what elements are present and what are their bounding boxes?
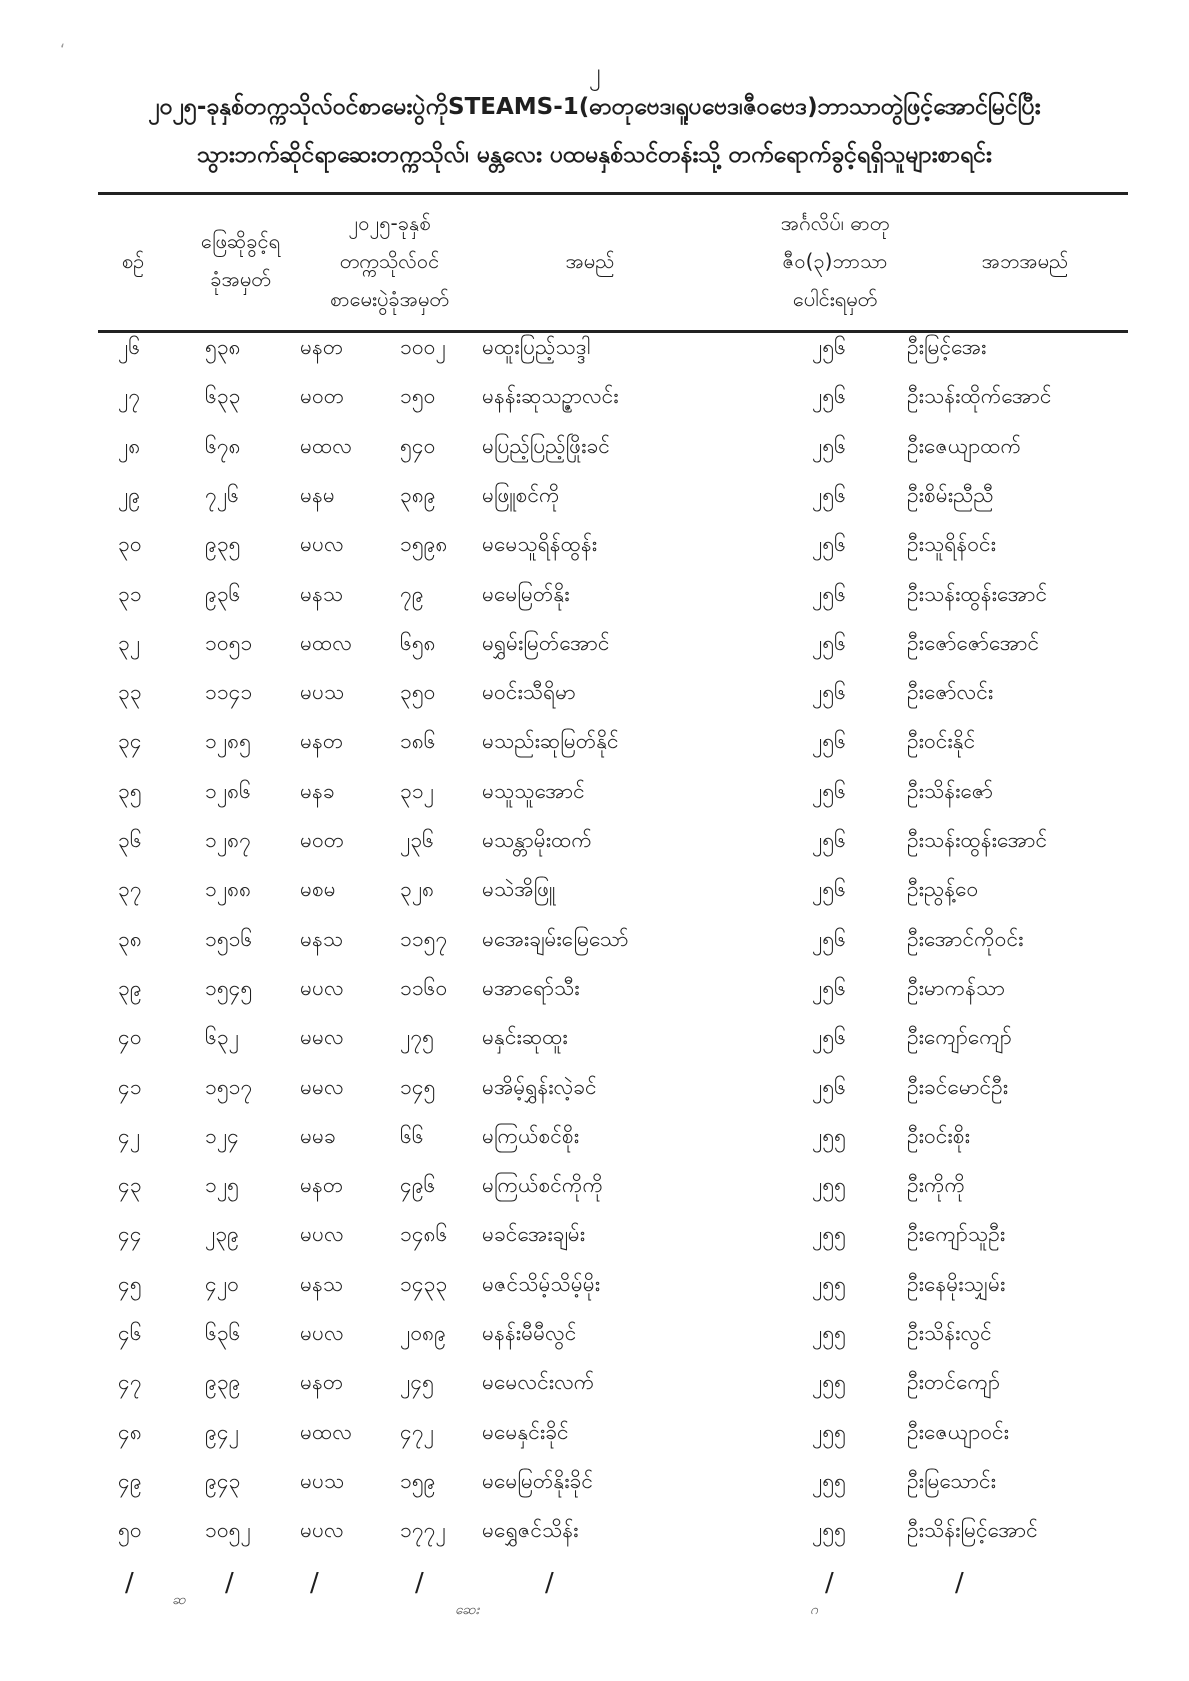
total-marks: ၂၅၆ (812, 384, 846, 408)
exam-number: ၄၇၂ (400, 1420, 434, 1444)
father-name: ဦးခင်မောင်ဦး (907, 1075, 1009, 1099)
header-marks-line-2: ဇီဝ(၃)ဘာသာ (782, 249, 888, 273)
document-title-line-2: သွားဘက်ဆိုင်ရာဆေးတက္ကသိုလ်၊ မန္တလေး ပထမနှစ်သင်တန်းသို့ တက်ရောက်ခွင့်ရရှိသူများစာရင်း (197, 142, 992, 168)
father-name: ဦးဝင်းစိုး (907, 1124, 970, 1148)
father-name: ဦးမာကန်သာ (907, 976, 1005, 1000)
exam-code: မနတ (300, 1173, 344, 1197)
father-name: ဦးဇော်ဇော်အောင် (907, 631, 1040, 655)
row-number: ၃၀ (118, 532, 142, 556)
row-number: ၃၁ (118, 582, 142, 606)
exam-code: မထလ (300, 1420, 352, 1444)
total-marks: ၂၅၅ (812, 1370, 846, 1394)
student-name: မနန်းဆုသဉ္ဇာလင်း (482, 384, 619, 408)
exam-code: မနမ (300, 483, 335, 507)
roll-number: ၉၃၆ (205, 582, 241, 606)
exam-code: မနတ (300, 335, 344, 359)
exam-number: ၂၃၆ (400, 828, 434, 852)
row-number: ၃၈ (118, 927, 142, 951)
father-name: ဦးမြသောင်း (907, 1469, 997, 1493)
header-exam-line-2: တက္ကသိုလ်ဝင် (339, 249, 440, 273)
row-number: ၃၆ (118, 828, 142, 852)
total-marks: ၂၅၆ (812, 877, 846, 901)
exam-code: မပသ (300, 680, 345, 704)
exam-code: မပလ (300, 976, 344, 1000)
student-name: မအိမ့်ရွှန်းလဲ့ခင် (482, 1075, 597, 1099)
roll-number: ၄၂၀ (205, 1272, 239, 1296)
row-number: ၂၆ (118, 335, 141, 359)
father-name: ဦးကိုကို (907, 1173, 966, 1197)
roll-number: ၁၂၈၈ (205, 877, 252, 901)
father-name: ဦးညွန့်ဝေ (907, 877, 979, 901)
student-name: မကြယ်စင်စိုး (482, 1124, 580, 1148)
ditto-mark: / (825, 1568, 834, 1598)
header-no: စဉ် (121, 249, 145, 273)
exam-code: မပလ (300, 1321, 344, 1345)
total-marks: ၂၅၆ (812, 976, 846, 1000)
student-name: မသဲအိဖြူ (482, 877, 556, 901)
exam-code: မနသ (300, 582, 344, 606)
exam-number: ၇၉ (400, 582, 424, 606)
handwritten-initial: ဆေး (455, 1602, 480, 1618)
student-name: မအာရော်သီး (482, 976, 580, 1000)
student-name: မကြယ်စင်ကိုကို (482, 1173, 604, 1197)
exam-number: ၁၁၆၀ (400, 976, 448, 1000)
roll-number: ၉၄၃ (205, 1469, 241, 1493)
ditto-mark: / (125, 1568, 134, 1598)
row-number: ၂၈ (118, 434, 141, 458)
roll-number: ၁၀၅၂ (205, 1518, 251, 1542)
exam-number: ၃၂၈ (400, 877, 435, 901)
exam-code: မမလ (300, 1075, 344, 1099)
student-name: မဝင်းသီရိမာ (482, 680, 576, 704)
roll-number: ၁၂၄ (205, 1124, 239, 1148)
exam-code: မနတ (300, 729, 344, 753)
row-number: ၄၉ (118, 1469, 142, 1493)
total-marks: ၂၅၅ (812, 1321, 846, 1345)
row-number: ၄၈ (118, 1420, 142, 1444)
father-name: ဦးသန်းထိုက်အောင် (907, 384, 1052, 408)
row-number: ၄၀ (118, 1025, 142, 1049)
header-exam-line-1: ၂၀၂၅-ခုနှစ် (348, 211, 431, 235)
exam-number: ၄၉၆ (400, 1173, 436, 1197)
student-name: မပြည့်ပြည့်ဖြိုးခင် (482, 434, 610, 458)
exam-number: ၁၄၃၃ (400, 1272, 448, 1296)
roll-number: ၉၃၉ (205, 1370, 241, 1394)
exam-number: ၂၇၅ (400, 1025, 434, 1049)
row-number: ၄၂ (118, 1124, 141, 1148)
roll-number: ၉၃၅ (205, 532, 241, 556)
father-name: ဦးဝင်းနိုင် (907, 729, 976, 753)
roll-number: ၆၇၈ (205, 434, 241, 458)
row-number: ၄၆ (118, 1321, 142, 1345)
exam-code: မဝတ (300, 828, 345, 852)
exam-code: မမခ (300, 1124, 336, 1148)
exam-number: ၃၁၂ (400, 779, 434, 803)
student-name: မရွှမ်းမြတ်အောင် (482, 631, 610, 655)
exam-code: မထလ (300, 434, 352, 458)
father-name: ဦးဇေယျာထက် (907, 434, 1022, 458)
exam-code: မပလ (300, 1518, 344, 1542)
student-name: မမေနှင်းခိုင် (482, 1420, 569, 1444)
exam-number: ၂၄၅ (400, 1370, 434, 1394)
student-name: မခင်အေးချမ်း (482, 1222, 586, 1246)
exam-number: ၁၅၀ (400, 384, 436, 408)
exam-code: မပလ (300, 532, 344, 556)
father-name: ဦးအောင်ကိုဝင်း (907, 927, 1024, 951)
exam-code: မနသ (300, 927, 344, 951)
ditto-mark: / (310, 1568, 319, 1598)
father-name: ဦးသန်းထွန်းအောင် (907, 828, 1048, 852)
father-name: ဦးသိန်းလွင် (907, 1321, 992, 1345)
table-top-rule (98, 192, 1128, 195)
father-name: ဦးဇေယျာဝင်း (907, 1420, 1009, 1444)
total-marks: ၂၅၆ (812, 779, 846, 803)
row-number: ၄၁ (118, 1075, 142, 1099)
total-marks: ၂၅၆ (812, 729, 846, 753)
roll-number: ၁၂၈၆ (205, 779, 251, 803)
row-number: ၄၃ (118, 1173, 142, 1197)
student-name: မသူသူအောင် (482, 779, 585, 803)
header-exam-number (292, 204, 487, 318)
ditto-mark: / (955, 1568, 964, 1598)
roll-number: ၆၃၆ (205, 1321, 241, 1345)
ditto-mark: / (545, 1568, 554, 1598)
roll-number: ၁၂၅ (205, 1173, 239, 1197)
total-marks: ၂၅၅ (812, 1518, 846, 1542)
student-name: မရွှေဇင်သိန်း (482, 1518, 579, 1542)
exam-number: ၁၁၅၇ (400, 927, 448, 951)
total-marks: ၂၅၆ (812, 828, 846, 852)
exam-number: ၁၀၀၂ (400, 335, 446, 359)
exam-number: ၁၅၉၈ (400, 532, 448, 556)
exam-number: ၁၇၇၂ (400, 1518, 446, 1542)
roll-number: ၁၁၄၁ (205, 680, 253, 704)
exam-code: မစမ (300, 877, 336, 901)
row-number: ၄၇ (118, 1370, 142, 1394)
row-number: ၃၉ (118, 976, 142, 1000)
header-exam-line-3: စာမေးပွဲခုံအမှတ် (330, 287, 449, 311)
roll-number: ၉၄၂ (205, 1420, 239, 1444)
header-marks-line-3: ပေါင်းရမှတ် (792, 287, 878, 311)
exam-code: မပသ (300, 1469, 345, 1493)
header-roll-line-1: ဖြေဆိုခွင့်ရ (200, 229, 281, 253)
handwritten-initial: ဆ (172, 1592, 186, 1608)
father-name: ဦးသူရိန်ဝင်း (907, 532, 996, 556)
row-number: ၃၃ (118, 680, 142, 704)
roll-number: ၁၂၈၇ (205, 828, 251, 852)
student-name: မထူးပြည့်သဒ္ဒါ (482, 335, 591, 359)
exam-number: ၅၄၀ (400, 434, 436, 458)
student-name: မမေမြတ်နိုး (482, 582, 570, 606)
total-marks: ၂၅၆ (812, 434, 846, 458)
student-name: မအေးချမ်းမြေသော် (482, 927, 629, 951)
exam-number: ၁၅၉ (400, 1469, 436, 1493)
exam-number: ၁၈၆ (400, 729, 436, 753)
row-number: ၄၅ (118, 1272, 142, 1296)
roll-number: ၁၅၁၆ (205, 927, 253, 951)
exam-code: မထလ (300, 631, 352, 655)
total-marks: ၂၅၅ (812, 1420, 846, 1444)
header-name: အမည် (565, 249, 615, 273)
father-name: ဦးဇော်လင်း (907, 680, 994, 704)
father-name: ဦးကျော်ကျော် (907, 1025, 1012, 1049)
total-marks: ၂၅၅ (812, 1124, 846, 1148)
total-marks: ၂၅၆ (812, 1025, 846, 1049)
roll-number: ၇၂၆ (205, 483, 239, 507)
margin-mark: ‘ (60, 40, 66, 59)
document-title-line-1: ၂၀၂၅-ခုနှစ်တက္ကသိုလ်ဝင်စာမေးပွဲကိုSTEAMS-1(ဓာတုဗေဒ၊ရူပဗေဒ၊ဇီဝဗေဒ)ဘာသာတွဲဖြင့်အောင်မြင်ပြီး (148, 94, 1041, 120)
table-header-rule (98, 330, 1128, 333)
father-name: ဦးတင်ကျော် (907, 1370, 1000, 1394)
row-number: ၂၉ (118, 483, 141, 507)
exam-code: မနသ (300, 1272, 344, 1296)
roll-number: ၁၅၁၇ (205, 1075, 253, 1099)
father-name: ဦးသိန်းမြင့်အောင် (907, 1518, 1038, 1542)
father-name: ဦးနေမိုးသျှမ်း (907, 1272, 1006, 1296)
row-number: ၅၀ (118, 1518, 142, 1542)
student-name: မမေလင်းလက် (482, 1370, 595, 1394)
student-name: မဇင်သိမ့်သိမ့်မိုး (482, 1272, 601, 1296)
exam-number: ၆၅၈ (400, 631, 436, 655)
father-name: ဦးသိန်းဇော် (907, 779, 994, 803)
handwritten-initial: ဂ (810, 1602, 818, 1618)
header-roll-line-2: ခုံအမှတ် (210, 267, 271, 291)
total-marks: ၂၅၆ (812, 483, 846, 507)
father-name: ဦးသန်းထွန်းအောင် (907, 582, 1048, 606)
father-name: ဦးစိမ်းညီညီ (907, 483, 994, 507)
exam-number: ၆၆ (400, 1124, 424, 1148)
roll-number: ၆၃၂ (205, 1025, 239, 1049)
student-name: မဖြူစင်ကို (482, 483, 560, 507)
exam-code: မနတ (300, 1370, 344, 1394)
header-marks (735, 204, 935, 318)
total-marks: ၂၅၅ (812, 1272, 846, 1296)
total-marks: ၂၅၆ (812, 1075, 846, 1099)
exam-number: ၃၈၉ (400, 483, 436, 507)
header-father-name: အဘအမည် (981, 249, 1069, 273)
total-marks: ၂၅၆ (812, 927, 846, 951)
row-number: ၃၂ (118, 631, 141, 655)
ditto-mark: / (415, 1568, 424, 1598)
roll-number: ၁၅၄၅ (205, 976, 253, 1000)
student-name: မမေမြတ်နိုးခိုင် (482, 1469, 594, 1493)
total-marks: ၂၅၆ (812, 582, 846, 606)
student-name: မသန္တာမိုးထက် (482, 828, 592, 852)
exam-code: မပလ (300, 1222, 344, 1246)
student-name: မမေသူရိန်ထွန်း (482, 532, 598, 556)
total-marks: ၂၅၆ (812, 680, 846, 704)
roll-number: ၁၂၈၅ (205, 729, 251, 753)
exam-code: မမလ (300, 1025, 344, 1049)
roll-number: ၅၃၈ (205, 335, 241, 359)
exam-number: ၁၄၈၆ (400, 1222, 448, 1246)
exam-code: မဝတ (300, 384, 345, 408)
row-number: ၃၄ (118, 729, 142, 753)
total-marks: ၂၅၆ (812, 532, 846, 556)
ditto-mark: / (225, 1568, 234, 1598)
total-marks: ၂၅၅ (812, 1222, 846, 1246)
father-name: ဦးမြင့်အေး (907, 335, 987, 359)
row-number: ၄၄ (118, 1222, 142, 1246)
row-number: ၂၇ (118, 384, 141, 408)
father-name: ဦးကျော်သူဦး (907, 1222, 1006, 1246)
header-marks-line-1: အင်္ဂလိပ်၊ ဓာတု (780, 211, 890, 235)
total-marks: ၂၅၆ (812, 631, 846, 655)
exam-number: ၃၅၀ (400, 680, 436, 704)
header-roll (178, 222, 303, 298)
student-name: မနှင်းဆုထူး (482, 1025, 568, 1049)
total-marks: ၂၅၆ (812, 335, 846, 359)
student-name: မသည်းဆုမြတ်နိုင် (482, 729, 619, 753)
exam-number: ၂၀၈၉ (400, 1321, 446, 1345)
roll-number: ၁၀၅၁ (205, 631, 253, 655)
row-number: ၃၇ (118, 877, 142, 901)
exam-number: ၁၄၅ (400, 1075, 436, 1099)
roll-number: ၂၃၉ (205, 1222, 239, 1246)
total-marks: ၂၅၅ (812, 1469, 846, 1493)
total-marks: ၂၅၅ (812, 1173, 846, 1197)
row-number: ၃၅ (118, 779, 142, 803)
roll-number: ၆၃၃ (205, 384, 241, 408)
student-name: မနန်းမီမီလွင် (482, 1321, 577, 1345)
exam-code: မနခ (300, 779, 335, 803)
page-number: ၂ (588, 58, 601, 86)
